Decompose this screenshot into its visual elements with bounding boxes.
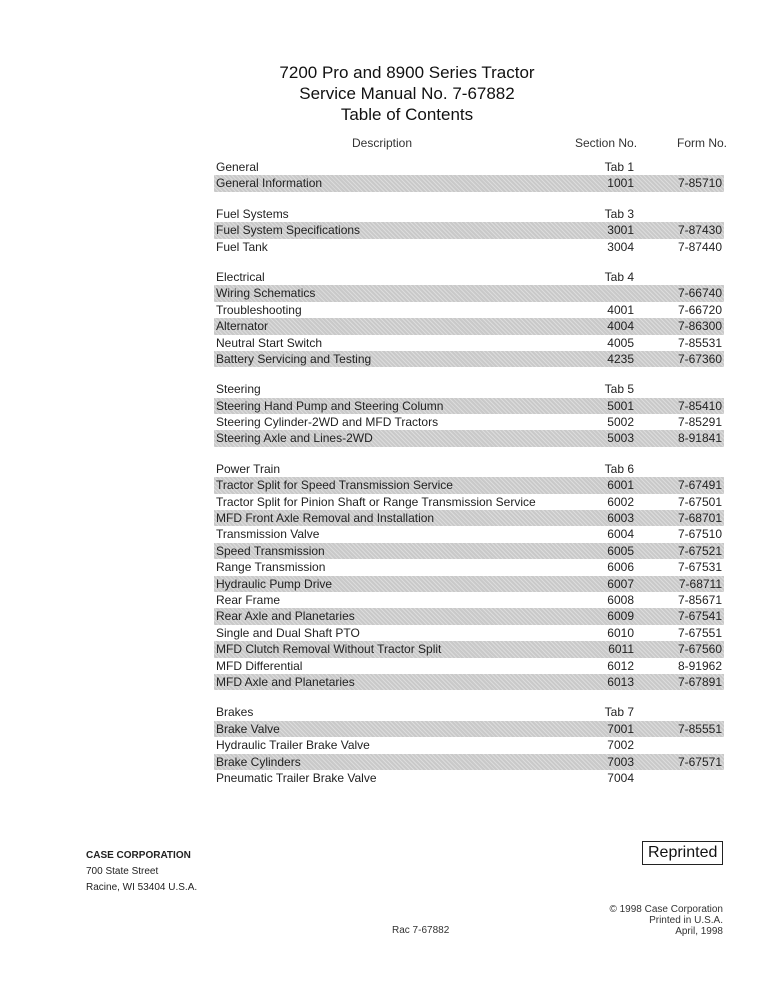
row-description: Steering Axle and Lines-2WD [216,431,373,446]
group-tab: Tab 6 [604,461,634,476]
row-form-number: 7-67891 [677,674,722,689]
row-description: General Information [216,176,323,191]
company-street: 700 State Street [86,866,159,877]
row-description: Steering Hand Pump and Steering Column [216,398,444,413]
row-form-number: 7-68711 [678,576,722,591]
row-section-number: 6010 [607,625,634,640]
row-description: Tractor Split for Pinion Shaft or Range Transmission Service [216,494,536,509]
row-section-number: 7003 [607,754,634,769]
toc-row [214,351,724,367]
row-section-number: 7001 [607,721,634,736]
toc-row [214,543,724,559]
toc-row [214,754,724,770]
row-form-number: 7-67571 [677,754,722,769]
table-of-contents [214,159,724,800]
row-form-number: 7-87440 [677,239,722,254]
row-section-number: 6009 [607,609,634,624]
row-description: Pneumatic Trailer Brake Valve [216,770,377,785]
toc-row [214,641,724,657]
row-section-number: 6006 [607,560,634,575]
title-line-1: 7200 Pro and 8900 Series Tractor [279,63,535,82]
group-heading [214,461,724,477]
document-code: Rac 7-67882 [392,925,450,936]
row-form-number: 7-85710 [677,176,722,191]
row-form-number: 7-67551 [677,625,722,640]
row-description: Steering Cylinder-2WD and MFD Tractors [216,415,439,430]
row-section-number: 4004 [607,319,634,334]
group-heading [214,269,724,285]
row-form-number: 7-67360 [677,351,722,366]
company-address [86,848,197,896]
toc-group [214,206,724,255]
reprinted-badge: Reprinted [642,841,723,865]
toc-row [214,222,724,238]
row-description: Rear Axle and Planetaries [216,609,355,624]
row-section-number: 6008 [607,592,634,607]
toc-row [214,335,724,351]
row-section-number: 6004 [607,527,634,542]
toc-row [214,770,724,786]
row-form-number: 7-85291 [677,415,722,430]
row-description: Hydraulic Pump Drive [216,576,333,591]
row-description: Troubleshooting [216,302,302,317]
toc-row [214,510,724,526]
toc-group [214,159,724,192]
row-form-number: 7-85671 [677,592,722,607]
group-name: Fuel Systems [216,206,289,221]
row-form-number: 8-91962 [677,658,722,673]
group-tab: Tab 5 [604,382,634,397]
company-name: CASE CORPORATION [86,850,191,861]
title-line-2: Service Manual No. 7-67882 [299,84,515,103]
row-section-number: 6003 [607,511,634,526]
row-form-number: 7-67521 [677,543,722,558]
row-description: Tractor Split for Speed Transmission Service [216,478,453,493]
row-form-number: 7-86300 [677,319,722,334]
row-description: Alternator [216,319,269,334]
row-description: MFD Differential [216,658,303,673]
row-form-number: 7-85531 [677,335,722,350]
toc-row [214,477,724,493]
row-description: Hydraulic Trailer Brake Valve [216,738,370,753]
toc-group [214,269,724,367]
row-section-number: 3004 [607,239,634,254]
group-name: Power Train [216,461,281,476]
toc-row [214,658,724,674]
row-section-number: 4005 [607,335,634,350]
group-heading [214,381,724,397]
row-description: Brake Cylinders [216,754,301,769]
toc-group [214,381,724,447]
row-description: MFD Axle and Planetaries [216,674,355,689]
row-form-number: 7-66740 [677,286,722,301]
toc-row [214,414,724,430]
toc-row [214,302,724,318]
group-heading [214,159,724,175]
group-heading [214,206,724,222]
toc-row [214,285,724,301]
toc-row [214,430,724,446]
row-description: Range Transmission [216,560,326,575]
document-title [0,62,774,125]
row-description: Fuel System Specifications [216,223,361,238]
printed-in: Printed in U.S.A. [649,915,723,926]
row-section-number: 5002 [607,415,634,430]
print-date: April, 1998 [675,926,723,937]
toc-row [214,608,724,624]
row-section-number: 3001 [607,223,634,238]
toc-group [214,461,724,690]
toc-row [214,559,724,575]
toc-row [214,175,724,191]
group-name: Steering [216,382,261,397]
toc-row [214,674,724,690]
row-section-number: 6011 [608,642,634,657]
group-tab: Tab 4 [604,269,634,284]
row-description: Fuel Tank [216,239,268,254]
row-form-number: 7-67560 [677,642,722,657]
row-form-number: 7-67541 [677,609,722,624]
row-section-number: 4001 [607,302,634,317]
row-description: MFD Front Axle Removal and Installation [216,511,435,526]
group-tab: Tab 7 [604,705,634,720]
group-tab: Tab 3 [604,206,634,221]
row-section-number: 7004 [607,770,634,785]
row-form-number: 7-67501 [677,494,722,509]
group-tab: Tab 1 [604,160,634,174]
toc-row [214,721,724,737]
row-description: Wiring Schematics [216,286,316,301]
toc-row [214,592,724,608]
row-description: Brake Valve [216,721,280,736]
row-description: MFD Clutch Removal Without Tractor Split [216,642,442,657]
row-form-number: 7-67510 [677,527,722,542]
toc-row [214,318,724,334]
row-description: Transmission Valve [216,527,320,542]
title-line-3: Table of Contents [340,105,474,124]
row-form-number: 7-87430 [677,223,722,238]
section-header: Section No. [575,136,638,150]
row-section-number: 6012 [607,658,634,673]
row-section-number: 1001 [607,176,634,191]
row-description: Single and Dual Shaft PTO [216,625,360,640]
row-form-number: 7-67491 [677,478,722,493]
copyright: © 1998 Case Corporation [609,904,723,915]
toc-row [214,737,724,753]
toc-row [214,625,724,641]
row-section-number: 6007 [607,576,634,591]
row-form-number: 7-66720 [677,302,722,317]
row-form-number: 7-85410 [677,398,722,413]
group-heading [214,704,724,720]
toc-row [214,526,724,542]
row-section-number: 5001 [607,398,634,413]
toc-row [214,398,724,414]
group-name: Electrical [216,269,265,284]
row-description: Neutral Start Switch [216,335,323,350]
toc-row [214,576,724,592]
row-description: Battery Servicing and Testing [216,351,372,366]
footer-info [609,904,723,937]
toc-row [214,239,724,255]
row-section-number: 5003 [607,431,634,446]
form-header: Form No. [677,136,728,150]
group-name: General [216,160,259,174]
row-description: Speed Transmission [216,543,325,558]
row-form-number: 8-91841 [677,431,722,446]
description-header: Description [352,136,413,150]
row-section-number: 6001 [607,478,634,493]
toc-row [214,494,724,510]
row-section-number: 6013 [607,674,634,689]
toc-group [214,704,724,786]
row-section-number: 6005 [607,543,634,558]
group-name: Brakes [216,705,254,720]
row-section-number: 7002 [607,738,634,753]
row-form-number: 7-68701 [677,511,722,526]
row-description: Rear Frame [216,592,281,607]
row-section-number: 4235 [607,351,634,366]
company-city: Racine, WI 53404 U.S.A. [86,882,198,893]
row-form-number: 7-85551 [677,721,722,736]
row-form-number: 7-67531 [677,560,722,575]
row-section-number: 6002 [607,494,634,509]
